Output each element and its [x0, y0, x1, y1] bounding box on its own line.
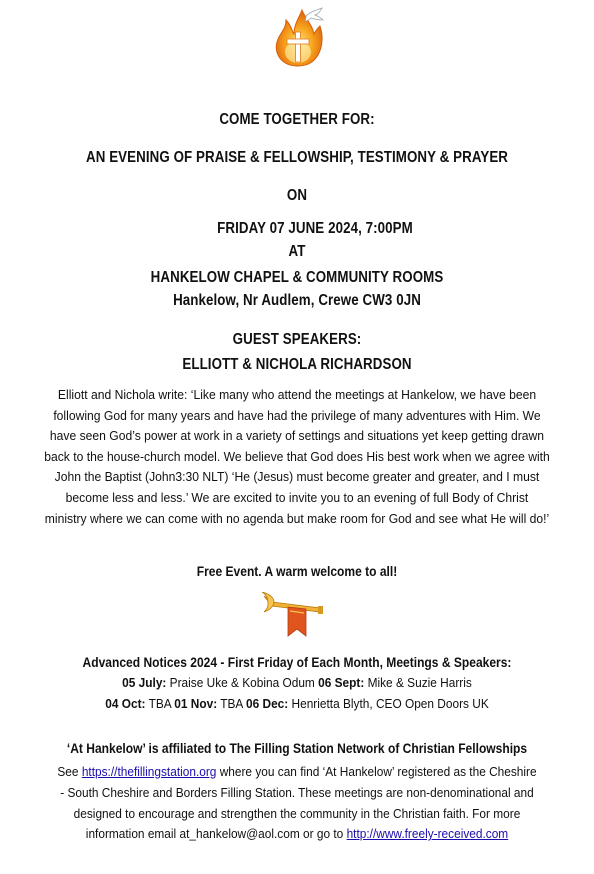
affiliation-paragraph [42, 762, 551, 845]
venue-name: HANKELOW CHAPEL & COMMUNITY ROOMS [150, 269, 444, 286]
on-line: ON [286, 187, 308, 204]
affiliation-line: designed to encourage and strengthen the community in the Christian faith. For more [73, 805, 521, 821]
speakers-names: ELLIOTT & NICHOLA RICHARDSON [182, 356, 412, 373]
testimony-line: Elliott and Nichola write: ‘Like many who attend the meetings at Hankelow, we have been [57, 387, 537, 402]
see-text: See [57, 764, 82, 779]
notice-speaker: TBA [145, 696, 175, 711]
testimony-line: have seen God’s power at work in a variety of settings and situations yet keep getting drawn [49, 428, 545, 444]
at-line: AT [288, 243, 306, 260]
notice-speaker: TBA [217, 696, 246, 711]
trumpet-banner-icon [262, 592, 328, 640]
notices-heading: Advanced Notices 2024 - First Friday of Each Month, Meetings & Speakers: [82, 654, 512, 670]
affiliation-heading: ‘At Hankelow’ is affiliated to The Filling Station Network of Christian Fellowships [66, 740, 528, 756]
affiliation-line: - South Cheshire and Borders Filling Station. These meetings are non-denominational and [60, 784, 534, 800]
testimony-line: John the Baptist (John3:30 NLT) ‘He (Jesus) must become greater and greater, and I must [54, 469, 540, 485]
testimony-line: following God for many years and have had the privilege of many adventures with Him. We [53, 407, 541, 423]
notice-date: 05 July: [122, 675, 167, 690]
freely-received-link[interactable]: http://www.freely-received.com [346, 826, 509, 842]
venue-address: Hankelow, Nr Audlem, Crewe CW3 0JN [173, 292, 421, 309]
affiliation-line [42, 824, 551, 845]
speakers-heading: GUEST SPEAKERS: [232, 331, 362, 348]
event-date: FRIDAY 07 JUNE 2024, 7:00PM [217, 220, 413, 237]
intro-line: COME TOGETHER FOR: [219, 111, 375, 128]
contact-text: information email at_hankelow@aol.com or go to [85, 826, 347, 842]
notice-date: 04 Oct: [105, 696, 146, 711]
testimony-line: back to the house-church model. We believe that God does His best work when we agree with [44, 448, 550, 464]
event-title: AN EVENING OF PRAISE & FELLOWSHIP, TESTIMONY & PRAYER [85, 149, 509, 166]
testimony-line: become less and less.’ We are excited to invite you to an evening of full Body of Christ [65, 489, 529, 505]
notices-row [30, 696, 565, 711]
free-event-text: Free Event. A warm welcome to all! [196, 563, 398, 579]
notice-date: 06 Dec: [245, 696, 289, 711]
affiliation-text: where you can find ‘At Hankelow’ registered as the Cheshire [216, 764, 537, 779]
notice-date: 01 Nov: [174, 696, 218, 711]
notice-date: 06 Sept: [318, 675, 365, 690]
flame-cross-dove-icon [268, 6, 328, 68]
notice-speaker: Mike & Suzie Harris [364, 675, 472, 690]
testimony-paragraph [44, 385, 550, 529]
filling-station-link[interactable]: https://thefillingstation.org [81, 764, 217, 779]
notice-speaker: Henrietta Blyth, CEO Open Doors UK [288, 696, 489, 711]
notice-speaker: Praise Uke & Kobina Odum [166, 675, 319, 690]
testimony-line: ministry where we can come with no agenda but make room for God and see what He will do!’ [44, 510, 550, 526]
notices-row [30, 675, 565, 690]
affiliation-line [42, 762, 551, 783]
